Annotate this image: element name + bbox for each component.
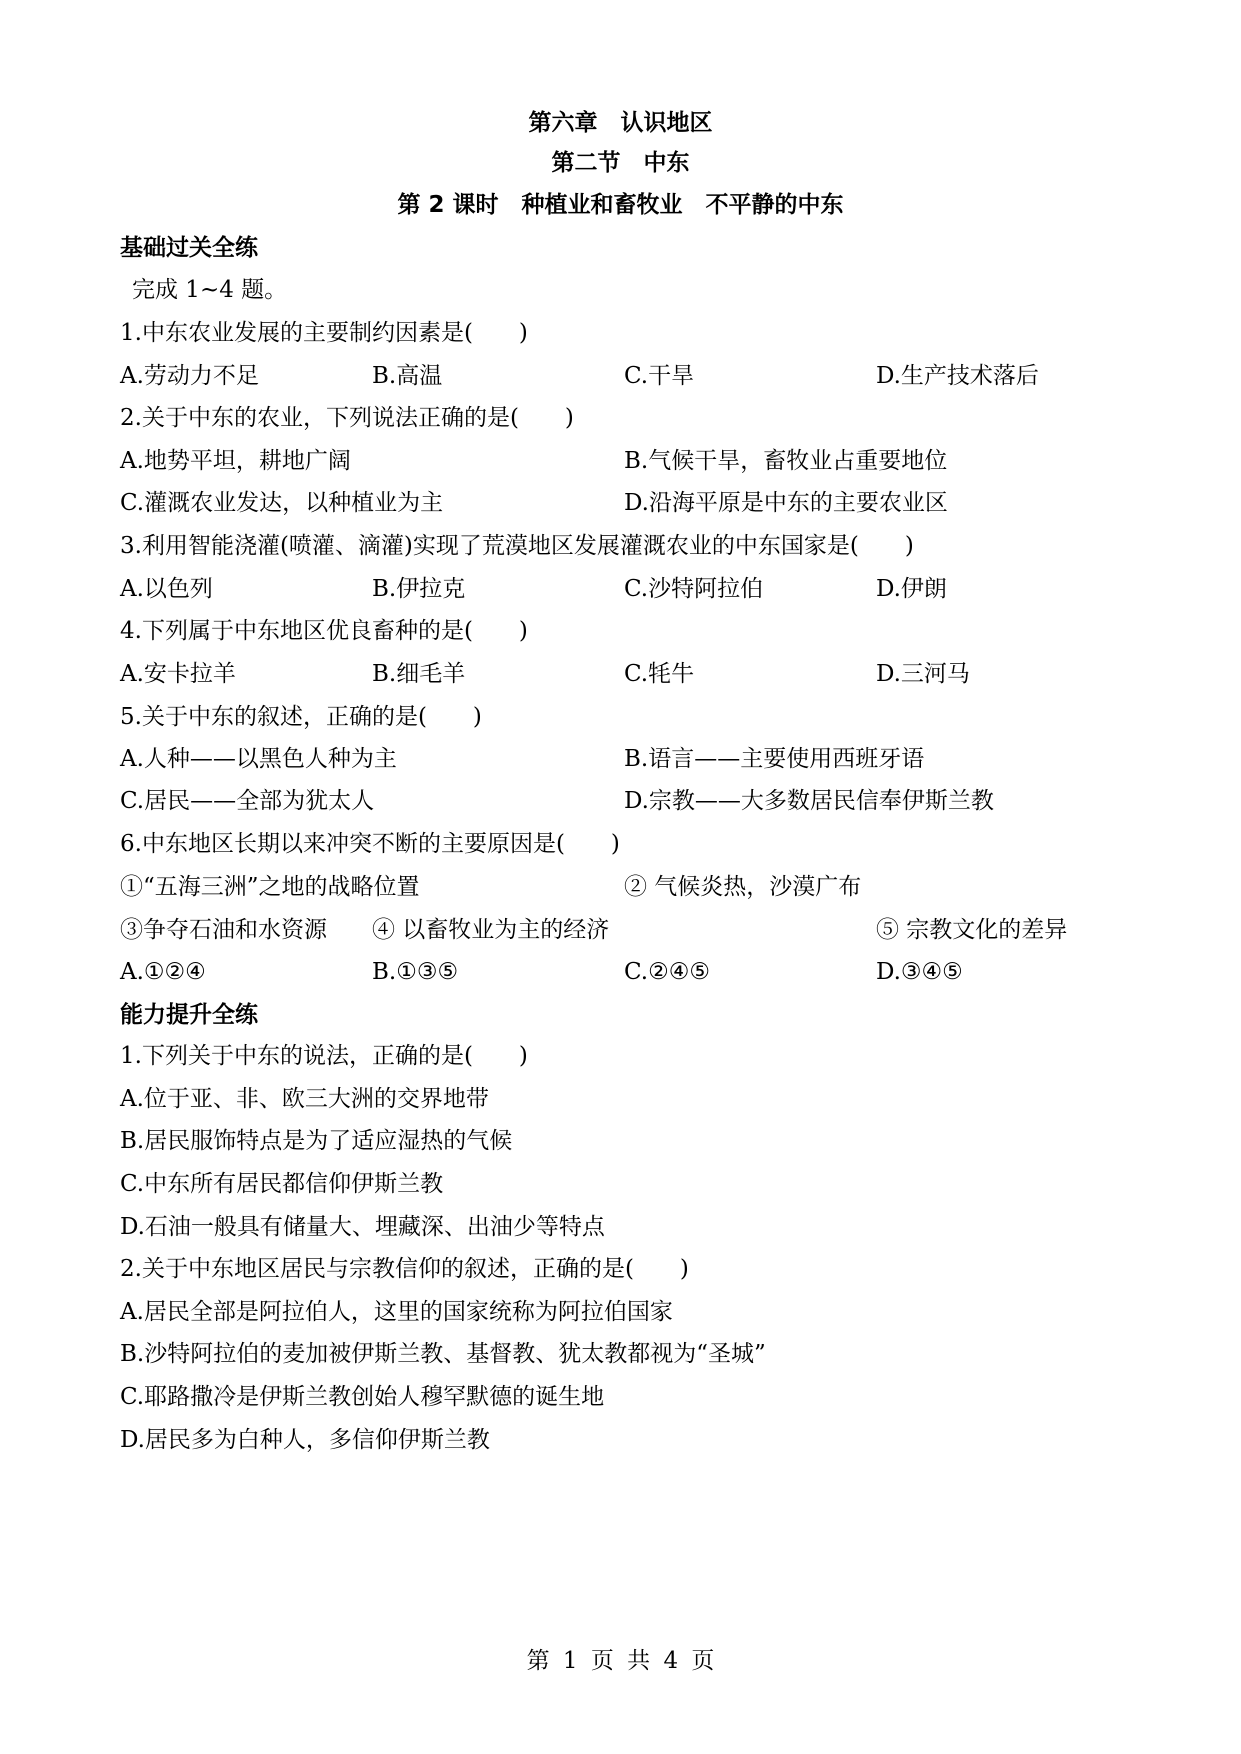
option-a: A.劳动力不足 bbox=[120, 363, 259, 389]
basic-section-heading: 基础过关全练 bbox=[120, 235, 258, 261]
option-b: B.高温 bbox=[372, 363, 443, 389]
option-c: C.沙特阿拉伯 bbox=[624, 576, 764, 602]
question-stem: 2.关于中东地区居民与宗教信仰的叙述，正确的是( ) bbox=[120, 1256, 689, 1282]
option-b: B.①③⑤ bbox=[372, 959, 459, 985]
question-stem: 5.关于中东的叙述，正确的是( ) bbox=[120, 704, 482, 730]
statement-4: ④ 以畜牧业为主的经济 bbox=[372, 917, 610, 943]
statement-5: ⑤ 宗教文化的差异 bbox=[876, 917, 1068, 943]
statement-1: ①“五海三洲”之地的战略位置 bbox=[120, 874, 420, 900]
option-d: D.沿海平原是中东的主要农业区 bbox=[624, 490, 948, 516]
chapter-title: 第六章 认识地区 bbox=[528, 110, 713, 136]
option-c: C.牦牛 bbox=[624, 661, 695, 687]
option-d: D.生产技术落后 bbox=[876, 363, 1039, 389]
option-d: D.居民多为白种人，多信仰伊斯兰教 bbox=[120, 1427, 490, 1453]
option-a: A.地势平坦，耕地广阔 bbox=[120, 448, 351, 474]
lesson-title: 第 2 课时 种植业和畜牧业 不平静的中东 bbox=[397, 192, 844, 218]
question-stem: 2.关于中东的农业，下列说法正确的是( ) bbox=[120, 405, 574, 431]
option-b: B.气候干旱，畜牧业占重要地位 bbox=[624, 448, 948, 474]
option-b: B.语言——主要使用西班牙语 bbox=[624, 746, 925, 772]
option-c: C.中东所有居民都信仰伊斯兰教 bbox=[120, 1171, 444, 1197]
question-stem: 1.中东农业发展的主要制约因素是( ) bbox=[120, 320, 528, 346]
option-c: C.②④⑤ bbox=[624, 959, 710, 985]
advanced-section-heading: 能力提升全练 bbox=[120, 1002, 258, 1028]
question-stem: 4.下列属于中东地区优良畜种的是( ) bbox=[120, 618, 528, 644]
option-d: D.伊朗 bbox=[876, 576, 947, 602]
question-stem: 1.下列关于中东的说法，正确的是( ) bbox=[120, 1043, 528, 1069]
basic-intro: 完成 1~4 题。 bbox=[132, 277, 288, 303]
option-a: A.安卡拉羊 bbox=[120, 661, 236, 687]
option-c: C.灌溉农业发达，以种植业为主 bbox=[120, 490, 444, 516]
option-b: B.细毛羊 bbox=[372, 661, 466, 687]
option-d: D.石油一般具有储量大、埋藏深、出油少等特点 bbox=[120, 1214, 605, 1240]
option-a: A.位于亚、非、欧三大洲的交界地带 bbox=[120, 1086, 489, 1112]
option-a: A.人种——以黑色人种为主 bbox=[120, 746, 397, 772]
option-d: D.三河马 bbox=[876, 661, 970, 687]
statement-3: ③争夺石油和水资源 bbox=[120, 917, 327, 943]
option-c: C.耶路撒冷是伊斯兰教创始人穆罕默德的诞生地 bbox=[120, 1384, 605, 1410]
option-a: A.居民全部是阿拉伯人，这里的国家统称为阿拉伯国家 bbox=[120, 1299, 673, 1325]
option-d: D.③④⑤ bbox=[876, 959, 963, 985]
section-title: 第二节 中东 bbox=[551, 150, 690, 176]
option-a: A.①②④ bbox=[120, 959, 206, 985]
statement-2: ② 气候炎热，沙漠广布 bbox=[624, 874, 862, 900]
option-b: B.居民服饰特点是为了适应湿热的气候 bbox=[120, 1128, 513, 1154]
option-b: B.伊拉克 bbox=[372, 576, 466, 602]
page-number: 第 1 页 共 4 页 bbox=[526, 1648, 715, 1674]
question-stem: 3.利用智能浇灌(喷灌、滴灌)实现了荒漠地区发展灌溉农业的中东国家是( ) bbox=[120, 533, 914, 559]
option-b: B.沙特阿拉伯的麦加被伊斯兰教、基督教、犹太教都视为“圣城” bbox=[120, 1341, 766, 1367]
option-a: A.以色列 bbox=[120, 576, 213, 602]
option-c: C.干旱 bbox=[624, 363, 695, 389]
option-d: D.宗教——大多数居民信奉伊斯兰教 bbox=[624, 788, 994, 814]
question-stem: 6.中东地区长期以来冲突不断的主要原因是( ) bbox=[120, 831, 620, 857]
option-c: C.居民——全部为犹太人 bbox=[120, 788, 375, 814]
